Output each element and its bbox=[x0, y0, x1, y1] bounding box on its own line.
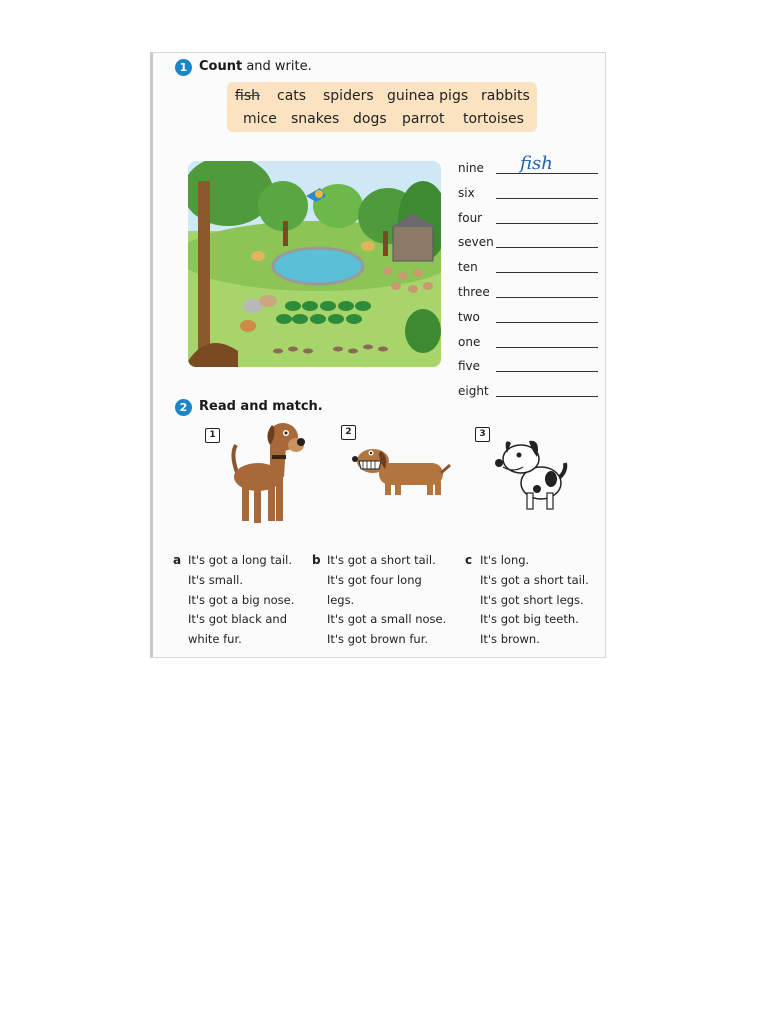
dog-1-illustration bbox=[228, 415, 308, 527]
dog-2-illustration bbox=[351, 443, 451, 513]
answer-line[interactable] bbox=[496, 322, 598, 323]
answer-row bbox=[458, 252, 598, 276]
answer-line[interactable] bbox=[496, 272, 598, 273]
description-letter: c bbox=[465, 553, 473, 567]
description-line: It's got a long tail. bbox=[188, 553, 292, 567]
handwritten-answer: fish bbox=[520, 153, 553, 174]
answer-line[interactable] bbox=[496, 371, 598, 372]
description-letter: a bbox=[173, 553, 182, 567]
word-bank-word: fish bbox=[235, 88, 260, 104]
exercise-2-number-badge: 2 bbox=[175, 399, 192, 416]
word-bank-word: dogs bbox=[353, 111, 387, 127]
description-line: It's got black and bbox=[188, 612, 288, 627]
park-scene-illustration bbox=[188, 161, 441, 367]
park-scene-image bbox=[188, 161, 441, 367]
number-word: four bbox=[458, 210, 483, 225]
answer-row bbox=[458, 178, 598, 202]
description-line: It's small. bbox=[188, 572, 243, 587]
answer-line[interactable] bbox=[496, 247, 598, 248]
number-word: seven bbox=[458, 235, 494, 250]
number-word: eight bbox=[458, 384, 489, 399]
answer-line[interactable] bbox=[496, 198, 598, 199]
description-lines bbox=[188, 551, 294, 650]
answer-row bbox=[458, 351, 598, 375]
dog-3-illustration bbox=[493, 433, 573, 515]
number-word: three bbox=[458, 285, 490, 299]
description-line: It's got four long bbox=[327, 572, 422, 587]
answer-row bbox=[458, 203, 598, 227]
word-bank-word: spiders bbox=[323, 88, 374, 104]
answer-line[interactable] bbox=[496, 297, 598, 298]
description-line: It's got brown fur. bbox=[327, 632, 429, 647]
answer-row bbox=[458, 277, 598, 301]
word-bank-word: mice bbox=[243, 111, 277, 127]
answer-row bbox=[458, 327, 598, 351]
answer-line[interactable] bbox=[496, 223, 598, 224]
dog-3-number-box: 3 bbox=[475, 427, 490, 442]
description-line: It's brown. bbox=[480, 632, 540, 647]
description-letter: b bbox=[312, 553, 321, 567]
word-bank-word: guinea pigs bbox=[387, 88, 469, 104]
description-lines bbox=[327, 551, 446, 650]
number-word: ten bbox=[458, 260, 478, 275]
exercise-1-title-bold: Count bbox=[199, 59, 243, 74]
description-line: It's got big teeth. bbox=[480, 612, 579, 627]
number-word: six bbox=[458, 185, 475, 200]
word-bank bbox=[227, 82, 537, 132]
dog-1-number-box: 1 bbox=[205, 428, 220, 443]
description-line: It's got a big nose. bbox=[188, 592, 295, 607]
answer-row bbox=[458, 302, 598, 326]
description-line: legs. bbox=[327, 592, 355, 607]
description-line: It's got short legs. bbox=[480, 592, 584, 607]
word-bank-word: tortoises bbox=[463, 111, 524, 127]
answer-line[interactable] bbox=[496, 396, 598, 397]
answer-row bbox=[458, 227, 598, 251]
description-line: It's got a small nose. bbox=[327, 612, 447, 627]
word-bank-word: snakes bbox=[291, 111, 340, 127]
description-line: It's long. bbox=[480, 553, 530, 567]
answer-row bbox=[458, 376, 598, 400]
exercise-1-title bbox=[199, 59, 312, 74]
answer-line[interactable] bbox=[496, 347, 598, 348]
exercise-2-title: Read and match. bbox=[199, 399, 323, 414]
description-line: white fur. bbox=[188, 632, 242, 647]
description-line: It's got a short tail. bbox=[327, 553, 436, 567]
number-word: five bbox=[458, 359, 481, 374]
description-line: It's got a short tail. bbox=[480, 572, 589, 587]
number-word: one bbox=[458, 334, 481, 349]
exercise-1-number-badge: 1 bbox=[175, 59, 192, 76]
answer-row bbox=[458, 153, 598, 177]
word-bank-word: rabbits bbox=[481, 88, 530, 104]
exercise-1-title-rest: and write. bbox=[242, 59, 312, 74]
description-lines bbox=[480, 551, 589, 650]
worksheet-page bbox=[150, 52, 606, 658]
word-bank-word: cats bbox=[277, 88, 307, 104]
word-bank-word: parrot bbox=[402, 111, 445, 127]
dog-2-number-box: 2 bbox=[341, 425, 356, 440]
number-word: two bbox=[458, 309, 480, 324]
number-word: nine bbox=[458, 161, 484, 175]
